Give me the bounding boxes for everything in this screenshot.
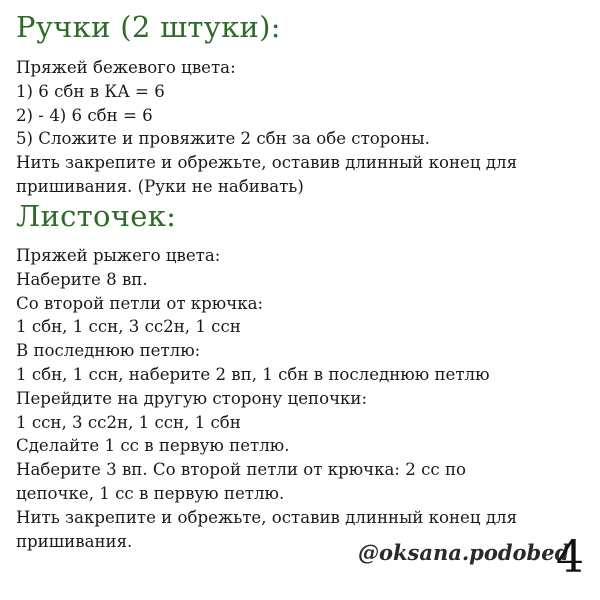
instruction-line: Нить закрепите и обрежьте, оставив длинный конец для	[16, 153, 518, 173]
instruction-line: 1) 6 сбн в КА = 6	[16, 81, 165, 101]
instruction-line: Наберите 3 вп. Со второй петли от крючка: 2 сс по	[16, 460, 467, 480]
instruction-line: 1 сбн, 1 ссн, наберите 2 вп, 1 сбн в последнюю петлю	[16, 364, 490, 384]
instruction-line: Пряжей рыжего цвета:	[16, 246, 221, 265]
instruction-line: цепочке, 1 сс в первую петлю.	[16, 483, 285, 503]
instruction-line: пришивания. (Руки не набивать)	[16, 176, 304, 196]
instruction-line: Со второй петли от крючка:	[16, 293, 264, 313]
instruction-line: 2) - 4) 6 сбн = 6	[16, 105, 153, 125]
section-title-handles: Ручки (2 штуки):	[16, 10, 281, 44]
instruction-line: Перейдите на другую сторону цепочки:	[16, 388, 368, 408]
instruction-line: 1 ссн, 3 сс2н, 1 ссн, 1 сбн	[16, 412, 241, 432]
section-title-leaf: Листочек:	[16, 199, 177, 233]
instruction-line: Наберите 8 вп.	[16, 269, 148, 289]
instruction-line: Пряжей бежевого цвета:	[16, 58, 236, 77]
instruction-line: 1 сбн, 1 ссн, 3 сс2н, 1 ссн	[16, 317, 241, 337]
instruction-line: 5) Сложите и провяжите 2 сбн за обе стороны.	[16, 129, 430, 149]
leaf-instructions	[16, 244, 591, 553]
author-signature: @oksana.podobed	[358, 540, 570, 565]
instruction-line: Нить закрепите и обрежьте, оставив длинный конец для	[16, 507, 518, 527]
page-number: 4	[556, 532, 584, 583]
instruction-line: пришивания.	[16, 531, 133, 551]
handles-instructions	[16, 56, 591, 199]
instruction-line: В последнюю петлю:	[16, 341, 201, 361]
instruction-line: Сделайте 1 сс в первую петлю.	[16, 436, 290, 456]
